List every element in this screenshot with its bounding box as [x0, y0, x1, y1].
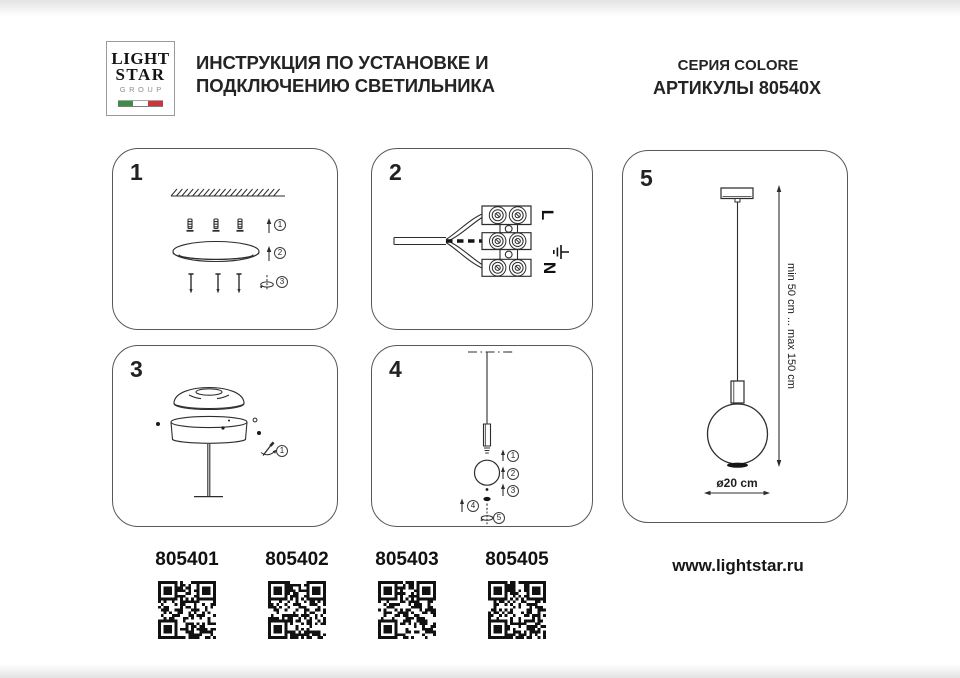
flag-green — [118, 101, 133, 106]
qr-code — [158, 581, 216, 639]
height-dimension-label: min 50 cm ... max 150 cm — [785, 263, 797, 389]
step-marker-3: 3 — [507, 485, 519, 497]
terminal-label-neutral: N — [540, 261, 559, 275]
step-marker-5: 5 — [493, 512, 505, 524]
scan-edge-top — [0, 0, 960, 16]
website-url: www.lightstar.ru — [672, 556, 804, 575]
flag-white — [133, 101, 148, 106]
title-line-2: ПОДКЛЮЧЕНИЮ СВЕТИЛЬНИКА — [196, 75, 495, 96]
italian-flag-icon — [118, 100, 163, 107]
scan-edge-bottom — [0, 664, 960, 678]
series-label: СЕРИЯ COLORE — [677, 57, 799, 74]
ceiling-mounting-diagram — [113, 149, 339, 331]
panel-step-4 — [371, 345, 593, 527]
panel-number: 3 — [130, 356, 143, 382]
panel-step-2 — [371, 148, 593, 330]
flag-red — [148, 101, 163, 106]
article-code: 805403 — [375, 549, 439, 570]
article-code: 805405 — [485, 549, 549, 570]
step-marker-1: 1 — [276, 445, 288, 457]
article-code: 805401 — [155, 549, 219, 570]
dimensions-diagram — [623, 151, 849, 524]
page-title — [196, 51, 495, 97]
step-marker-2: 2 — [274, 247, 286, 259]
qr-code — [268, 581, 326, 639]
terminal-label-line: L — [538, 209, 557, 221]
qr-code — [488, 581, 546, 639]
panel-dimensions — [622, 150, 848, 523]
logo-text-star: STAR — [115, 65, 166, 84]
canopy-assembly-diagram — [113, 346, 339, 528]
qr-code — [378, 581, 436, 639]
step-marker-4: 4 — [467, 500, 479, 512]
panel-step-1 — [112, 148, 338, 330]
step-marker-1: 1 — [507, 450, 519, 462]
article-code: 805402 — [265, 549, 329, 570]
title-line-1: ИНСТРУКЦИЯ ПО УСТАНОВКЕ И — [196, 52, 489, 73]
panel-number: 2 — [389, 159, 402, 185]
panel-number: 5 — [640, 165, 653, 191]
panel-number: 1 — [130, 159, 143, 185]
panel-number: 4 — [389, 356, 402, 382]
panel-step-3 — [112, 345, 338, 527]
step-marker-1: 1 — [274, 219, 286, 231]
wiring-terminal-diagram — [372, 149, 594, 331]
pendant-assembly-diagram — [372, 346, 594, 528]
diameter-dimension-label: ø20 cm — [716, 476, 758, 490]
step-marker-3: 3 — [276, 276, 288, 288]
step-marker-2: 2 — [507, 468, 519, 480]
articles-label: АРТИКУЛЫ 80540X — [653, 78, 821, 98]
logo-text-light: LIGHT — [111, 49, 170, 68]
logo-text-group: GROUP — [119, 85, 165, 94]
lightstar-logo — [106, 41, 175, 116]
